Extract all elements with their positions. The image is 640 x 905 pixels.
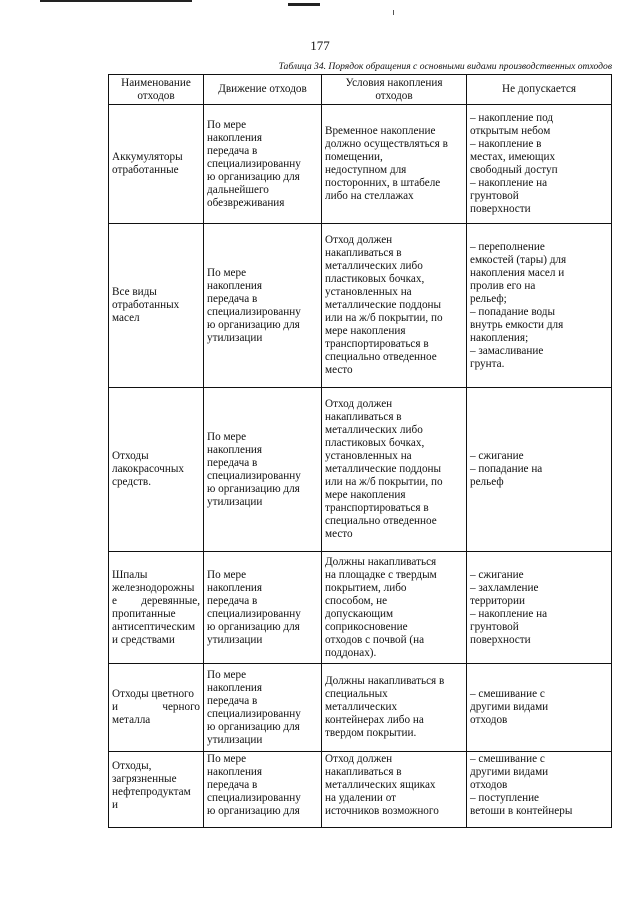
cell-conditions: Отход должен накапливаться в металлических либо пластиковых бочках, установленных на металлические поддоны или на ж/б покрытии, по мере накопления транспортироваться в специально отведенное место [322, 224, 467, 388]
cell-waste-name: Шпалы железнодорожны е деревянные, пропитанные антисептическим и средствами [109, 552, 204, 664]
cell-waste-name: Отходы, загрязненные нефтепродуктам и [109, 752, 204, 828]
cell-conditions: Должны накапливаться в специальных металлических контейнерах либо на твердом покрытии. [322, 664, 467, 752]
table-caption: Таблица 34. Порядок обращения с основными видами производственных отходов [278, 61, 612, 72]
header-not-allowed: Не допускается [467, 75, 612, 105]
top-rule [40, 0, 192, 2]
cell-forbidden: – смешивание с другими видами отходов [467, 664, 612, 752]
top-dash-mark [288, 3, 320, 6]
header-waste-movement: Движение отходов [204, 75, 322, 105]
page-number: 177 [310, 38, 330, 53]
table-row [109, 224, 612, 388]
table-row [109, 752, 612, 828]
table-header-row [109, 75, 612, 105]
cell-forbidden: – сжигание – захламление территории – накопление на грунтовой поверхности [467, 552, 612, 664]
waste-handling-table [108, 74, 612, 828]
cell-conditions: Отход должен накапливаться в металлических ящиках на удалении от источников возможного [322, 752, 467, 828]
table-row [109, 664, 612, 752]
header-waste-name: Наименование отходов [109, 75, 204, 105]
cell-movement: По мере накопления передача в специализированну ю организацию для утилизации [204, 224, 322, 388]
table-row [109, 552, 612, 664]
cell-movement: По мере накопления передача в специализированну ю организацию для утилизации [204, 388, 322, 552]
cell-movement: По мере накопления передача в специализированну ю организацию для утилизации [204, 552, 322, 664]
header-storage-conditions: Условия накопления отходов [322, 75, 467, 105]
cell-waste-name: Отходы лакокрасочных средств. [109, 388, 204, 552]
cell-conditions: Отход должен накапливаться в металлических либо пластиковых бочках, установленных на металлические поддоны или на ж/б покрытии, по мере накопления транспортироваться в специально отведенное место [322, 388, 467, 552]
cell-movement: По мере накопления передача в специализированну ю организацию для утилизации [204, 664, 322, 752]
cell-forbidden: – накопление под открытым небом – накопление в местах, имеющих свободный доступ – накопление на грунтовой поверхности [467, 105, 612, 224]
table-row [109, 105, 612, 224]
table-row [109, 388, 612, 552]
cell-waste-name: Отходы цветного и черного металла [109, 664, 204, 752]
cell-movement: По мере накопления передача в специализированну ю организацию для [204, 752, 322, 828]
top-tick-mark [393, 10, 394, 15]
cell-forbidden: – смешивание с другими видами отходов – поступление ветоши в контейнеры [467, 752, 612, 828]
cell-conditions: Временное накопление должно осуществляться в помещении, недоступном для посторонних, в штабеле либо на стеллажах [322, 105, 467, 224]
cell-forbidden: – сжигание – попадание на рельеф [467, 388, 612, 552]
cell-waste-name: Аккумуляторы отработанные [109, 105, 204, 224]
cell-conditions: Должны накапливаться на площадке с твердым покрытием, либо способом, не допускающим соприкосновение отходов с почвой (на поддонах). [322, 552, 467, 664]
cell-forbidden: – переполнение емкостей (тары) для накопления масел и пролив его на рельеф; – попадание воды внутрь емкости для накопления; – замасливание грунта. [467, 224, 612, 388]
cell-waste-name: Все виды отработанных масел [109, 224, 204, 388]
cell-movement: По мере накопления передача в специализированну ю организацию для дальнейшего обезвреживания [204, 105, 322, 224]
